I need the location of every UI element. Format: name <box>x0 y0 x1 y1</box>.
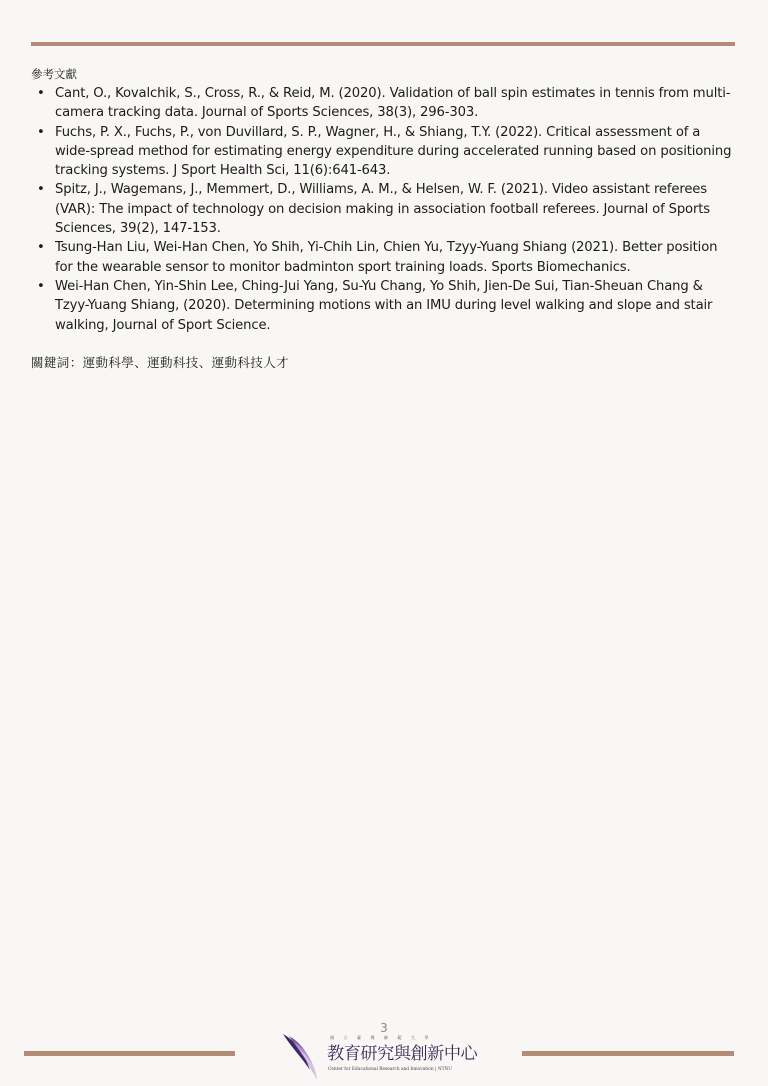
reference-item <box>31 277 737 335</box>
footer-divider-left <box>24 1051 235 1056</box>
reference-text: Cant, O., Kovalchik, S., Cross, R., & Reid, M. (2020). Validation of ball spin estimates in tennis from multi-camera tracking data. Journal of Sports Sciences, 38(3), 296-303. <box>55 86 731 121</box>
bullet-icon: • <box>37 182 45 198</box>
references-list <box>31 84 737 335</box>
reference-item <box>31 84 737 123</box>
logo-university-text: 國立臺灣師範大學 <box>330 1035 438 1040</box>
wing-logo-icon <box>280 1030 326 1082</box>
reference-item <box>31 238 737 277</box>
bullet-icon: • <box>37 278 45 294</box>
reference-item <box>31 123 737 181</box>
references-heading: 參考文獻 <box>31 67 77 81</box>
reference-text: Wei-Han Chen, Yin-Shin Lee, Ching-Jui Yang, Su-Yu Chang, Yo Shih, Jien-De Sui, Tian-Sheuan Chang & Tzyy-Yuang Shiang, (2020). Determining motions with an IMU during level walking and slope and stair walking, Journal of Sport Science. <box>55 278 713 333</box>
keywords-line: 關鍵詞：運動科學、運動科技、運動科技人才 <box>31 355 290 370</box>
logo-english-name: Center for Educational Research and Innovation | NTNU <box>328 1067 452 1072</box>
reference-text: Tsung-Han Liu, Wei-Han Chen, Yo Shih, Yi-Chih Lin, Chien Yu, Tzyy-Yuang Shiang (2021). Better position for the wearable sensor to monitor badminton sport training loads. Sports Biomechanics. <box>55 240 718 275</box>
footer-divider-right <box>522 1051 734 1056</box>
top-divider <box>31 42 735 46</box>
reference-text: Spitz, J., Wagemans, J., Memmert, D., Williams, A. M., & Helsen, W. F. (2021). Video assistant referees (VAR): The impact of technology on decision making in association football referees. Journal of Sports Sciences, 39(2), 147-153. <box>55 182 710 237</box>
center-logo <box>280 1030 490 1082</box>
logo-title: 教育研究與創新中心 <box>327 1044 478 1064</box>
reference-item <box>31 180 737 238</box>
reference-text: Fuchs, P. X., Fuchs, P., von Duvillard, S. P., Wagner, H., & Shiang, T.Y. (2022). Critical assessment of a wide-spread method for estimating energy expenditure during accelerated running based on positioning tracking systems. J Sport Health Sci, 11(6):641-643. <box>55 124 732 179</box>
page-number: 3 <box>380 1021 388 1035</box>
bullet-icon: • <box>37 86 45 101</box>
bullet-icon: • <box>37 240 45 256</box>
bullet-icon: • <box>37 124 45 140</box>
